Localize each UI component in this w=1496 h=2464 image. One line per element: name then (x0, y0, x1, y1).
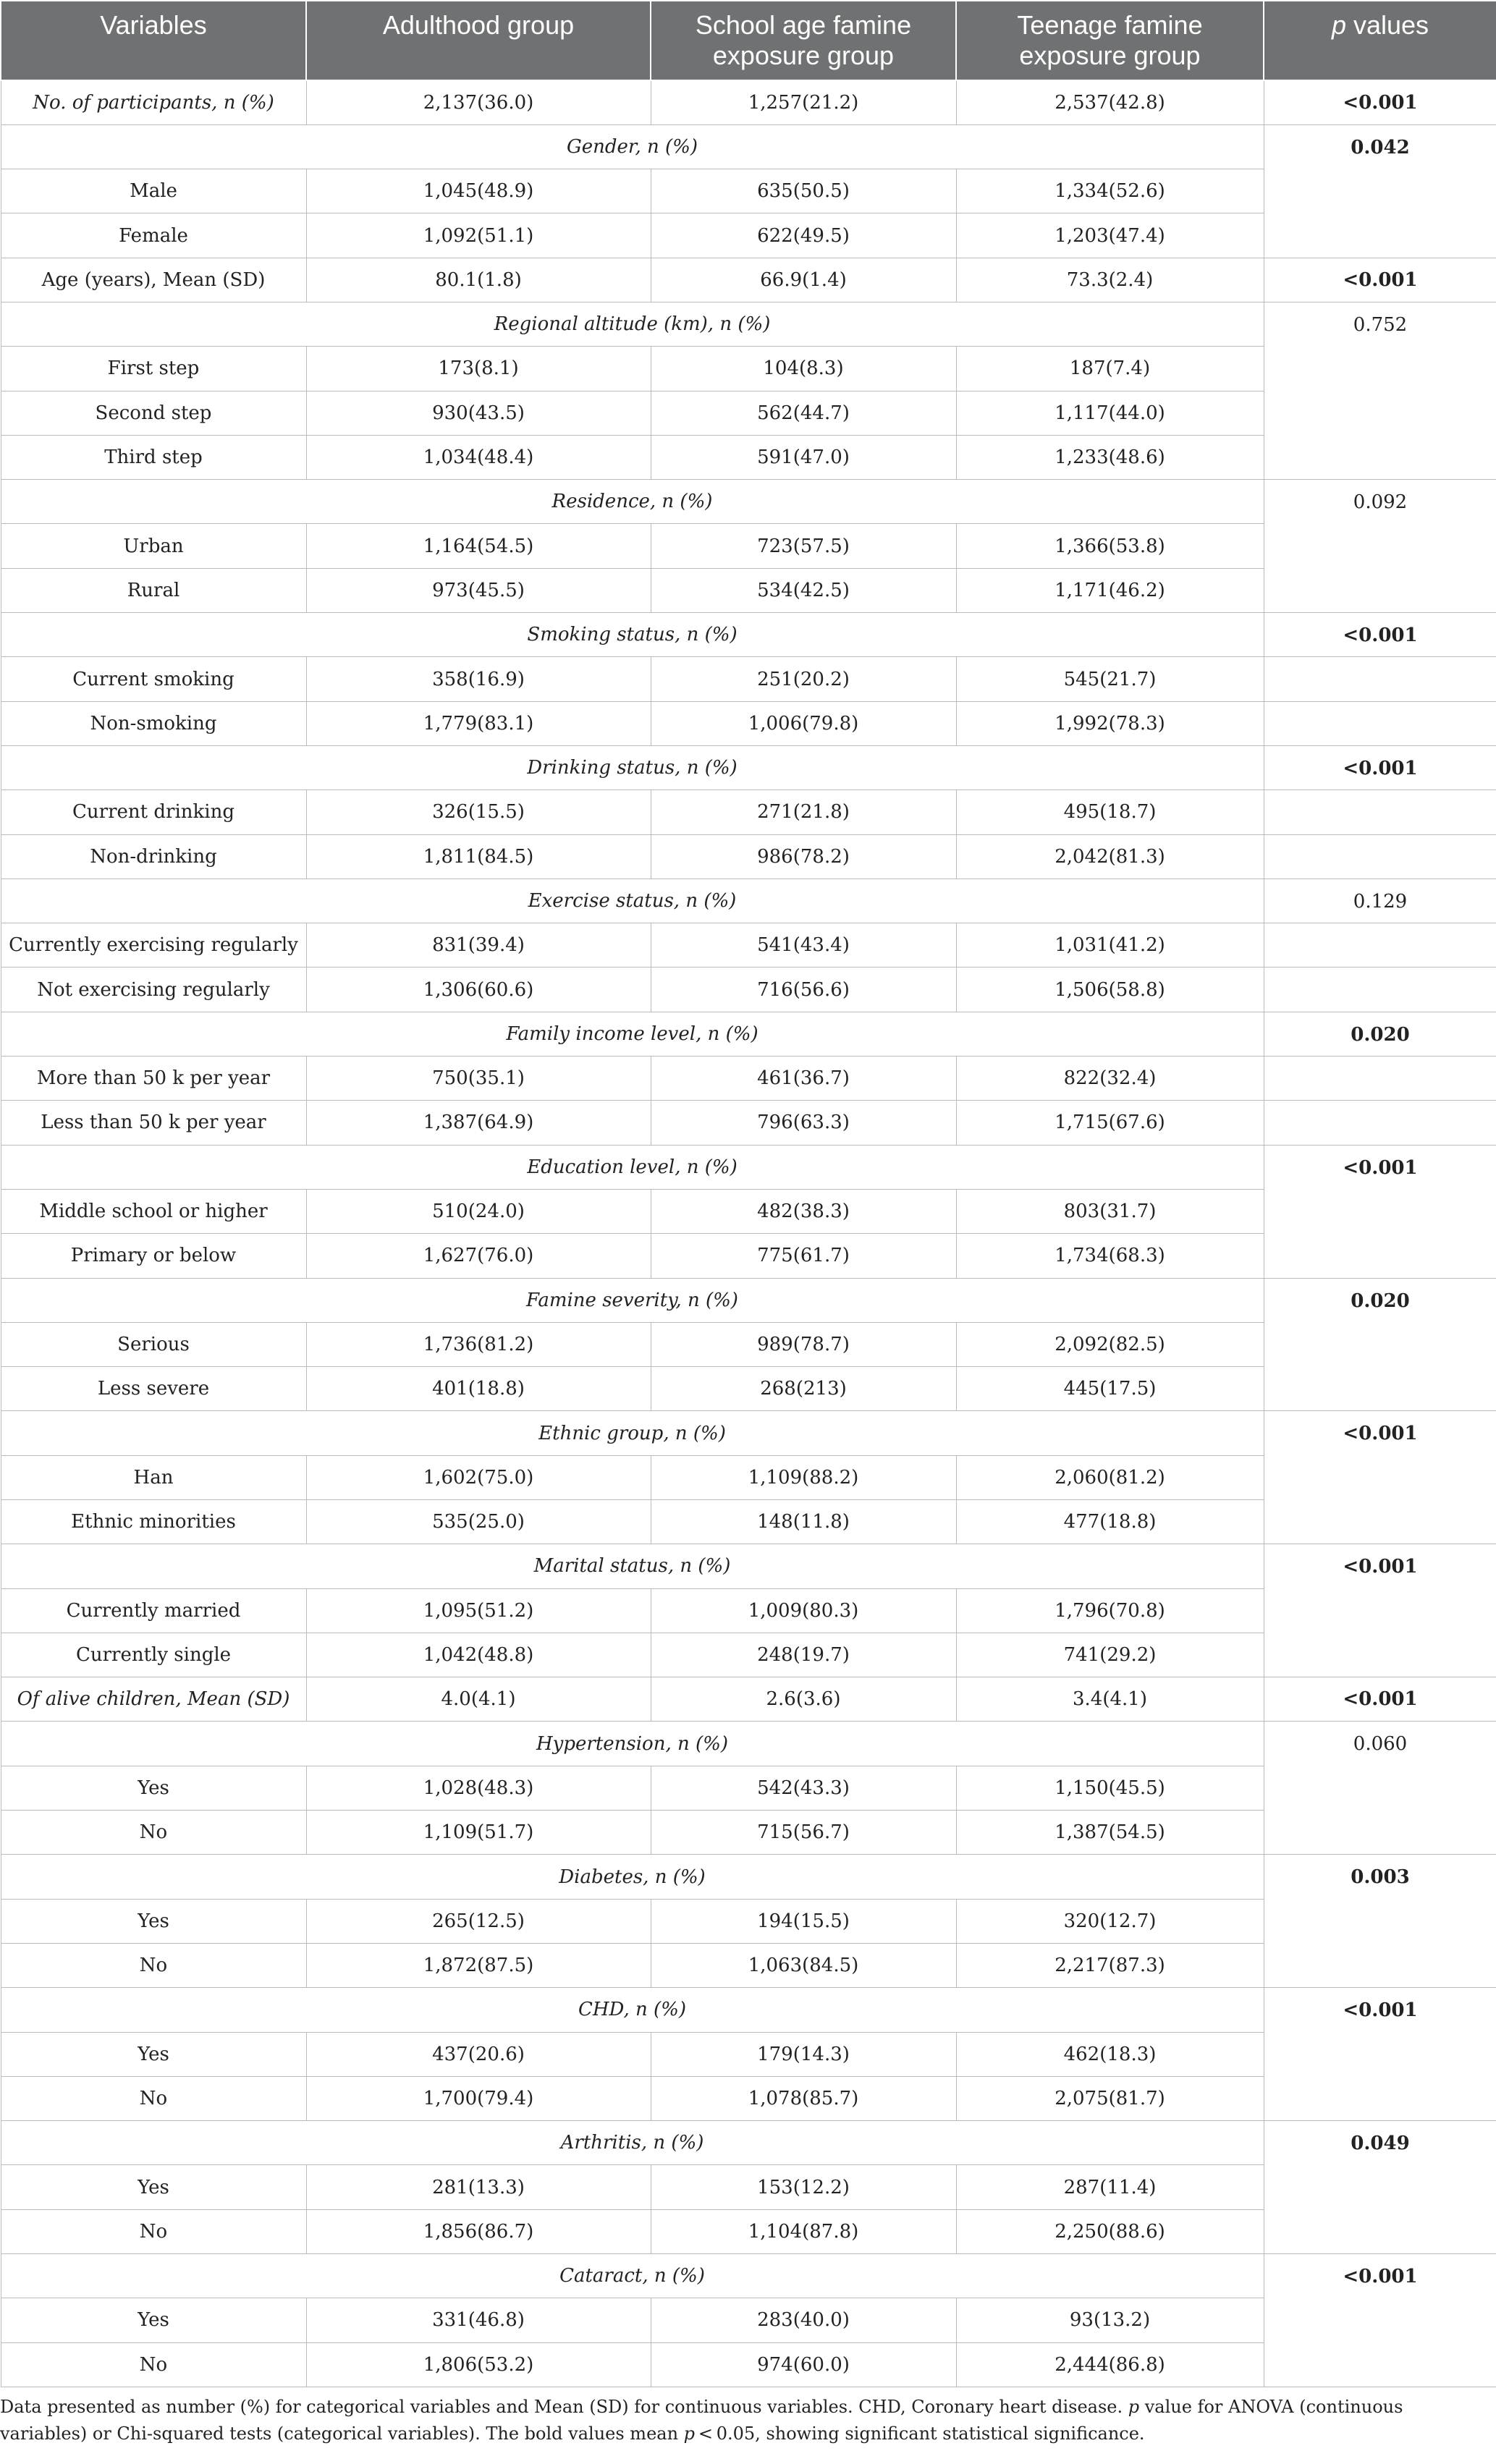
cell-adulthood: 2,137(36.0) (306, 80, 651, 124)
row-label: Currently married (1, 1588, 306, 1633)
table-row (1, 834, 1496, 879)
cell-school-age: 775(61.7) (651, 1234, 956, 1278)
row-label: Of alive children, Mean (SD) (1, 1677, 306, 1722)
cell-adulthood: 930(43.5) (306, 391, 651, 435)
cell-teenage: 187(7.4) (956, 347, 1264, 391)
cell-teenage: 741(29.2) (956, 1633, 1264, 1677)
cell-school-age: 283(40.0) (651, 2298, 956, 2342)
cell-adulthood: 401(18.8) (306, 1367, 651, 1411)
p-value-empty (1264, 790, 1496, 834)
section-row (1, 124, 1496, 169)
cell-adulthood: 80.1(1.8) (306, 258, 651, 302)
table-row (1, 1057, 1496, 1101)
p-value: 0.042 (1264, 124, 1496, 258)
p-value-empty (1264, 1057, 1496, 1101)
cell-adulthood: 831(39.4) (306, 923, 651, 968)
p-value-empty (1264, 923, 1496, 968)
section-row (1, 879, 1496, 923)
cell-school-age: 562(44.7) (651, 391, 956, 435)
cell-teenage: 445(17.5) (956, 1367, 1264, 1411)
cell-school-age: 989(78.7) (651, 1322, 956, 1366)
cell-teenage: 1,387(54.5) (956, 1811, 1264, 1855)
cell-school-age: 622(49.5) (651, 213, 956, 258)
footnote-p-letter: p (1128, 2397, 1140, 2417)
footnote-p-letter-2: p (683, 2423, 696, 2444)
cell-teenage: 1,992(78.3) (956, 701, 1264, 745)
row-label: First step (1, 347, 306, 391)
cell-adulthood: 1,387(64.9) (306, 1101, 651, 1145)
p-value: 0.020 (1264, 1012, 1496, 1056)
cell-school-age: 715(56.7) (651, 1811, 956, 1855)
p-value: <0.001 (1264, 745, 1496, 789)
section-label: Marital status, n (%) (1, 1544, 1264, 1588)
cell-school-age: 542(43.3) (651, 1766, 956, 1810)
header-teenage-group: Teenage famine exposure group (956, 1, 1264, 80)
cell-school-age: 534(42.5) (651, 568, 956, 612)
header-row (1, 1, 1496, 80)
table-row (1, 657, 1496, 701)
cell-adulthood: 281(13.3) (306, 2165, 651, 2209)
section-label: Residence, n (%) (1, 480, 1264, 524)
cell-school-age: 796(63.3) (651, 1101, 956, 1145)
section-label: Gender, n (%) (1, 124, 1264, 169)
row-label: Rural (1, 568, 306, 612)
cell-teenage: 2,217(87.3) (956, 1943, 1264, 1987)
table-row (1, 80, 1496, 124)
cell-teenage: 93(13.2) (956, 2298, 1264, 2342)
p-value: <0.001 (1264, 1677, 1496, 1722)
row-label: Third step (1, 435, 306, 479)
p-value-empty (1264, 834, 1496, 879)
p-value: 0.049 (1264, 2121, 1496, 2254)
table-row (1, 923, 1496, 968)
row-label: Second step (1, 391, 306, 435)
cell-school-age: 1,257(21.2) (651, 80, 956, 124)
cell-adulthood: 331(46.8) (306, 2298, 651, 2342)
cell-adulthood: 535(25.0) (306, 1500, 651, 1544)
section-row (1, 1988, 1496, 2032)
row-label: Less than 50 k per year (1, 1101, 306, 1145)
cell-adulthood: 4.0(4.1) (306, 1677, 651, 1722)
cell-adulthood: 1,811(84.5) (306, 834, 651, 879)
cell-school-age: 248(19.7) (651, 1633, 956, 1677)
footnote-part2: value for ANOVA (continuous variables) or Chi-squared tests (categorical variables). The bold values mean (0, 2397, 1403, 2444)
section-label: CHD, n (%) (1, 1988, 1264, 2032)
row-label: Serious (1, 1322, 306, 1366)
cell-teenage: 2,537(42.8) (956, 80, 1264, 124)
row-label: Current drinking (1, 790, 306, 834)
cell-school-age: 268(213) (651, 1367, 956, 1411)
section-row (1, 1855, 1496, 1899)
cell-teenage: 462(18.3) (956, 2032, 1264, 2076)
row-label: Not exercising regularly (1, 968, 306, 1012)
p-value: <0.001 (1264, 258, 1496, 302)
p-value: <0.001 (1264, 1411, 1496, 1544)
cell-adulthood: 1,872(87.5) (306, 1943, 651, 1987)
cell-teenage: 2,444(86.8) (956, 2342, 1264, 2387)
row-label: Middle school or higher (1, 1189, 306, 1233)
p-value: <0.001 (1264, 80, 1496, 124)
section-row (1, 480, 1496, 524)
cell-school-age: 1,006(79.8) (651, 701, 956, 745)
cell-adulthood: 1,856(86.7) (306, 2209, 651, 2253)
cell-adulthood: 1,045(48.9) (306, 169, 651, 213)
row-label: Primary or below (1, 1234, 306, 1278)
row-label: No (1, 2342, 306, 2387)
cell-school-age: 716(56.6) (651, 968, 956, 1012)
cell-school-age: 986(78.2) (651, 834, 956, 879)
row-label: Non-drinking (1, 834, 306, 879)
cell-teenage: 1,150(45.5) (956, 1766, 1264, 1810)
section-label: Family income level, n (%) (1, 1012, 1264, 1056)
p-value: <0.001 (1264, 1988, 1496, 2121)
table-row (1, 790, 1496, 834)
table-row (1, 701, 1496, 745)
section-label: Cataract, n (%) (1, 2254, 1264, 2298)
table-row (1, 1101, 1496, 1145)
header-p-values: p values (1264, 1, 1496, 80)
p-value: 0.092 (1264, 480, 1496, 613)
row-label: Male (1, 169, 306, 213)
cell-teenage: 73.3(2.4) (956, 258, 1264, 302)
section-label: Exercise status, n (%) (1, 879, 1264, 923)
cell-teenage: 1,203(47.4) (956, 213, 1264, 258)
p-value-empty (1264, 968, 1496, 1012)
p-value-empty (1264, 657, 1496, 701)
cell-school-age: 251(20.2) (651, 657, 956, 701)
row-label: No (1, 2076, 306, 2120)
cell-adulthood: 1,109(51.7) (306, 1811, 651, 1855)
cell-school-age: 1,009(80.3) (651, 1588, 956, 1633)
p-value: 0.003 (1264, 1855, 1496, 1988)
cell-adulthood: 510(24.0) (306, 1189, 651, 1233)
section-row (1, 302, 1496, 346)
section-row (1, 1278, 1496, 1322)
row-label: Female (1, 213, 306, 258)
cell-school-age: 591(47.0) (651, 435, 956, 479)
cell-teenage: 545(21.7) (956, 657, 1264, 701)
row-label: Currently single (1, 1633, 306, 1677)
cell-adulthood: 750(35.1) (306, 1057, 651, 1101)
p-value: <0.001 (1264, 1544, 1496, 1677)
footnote-part1: Data presented as number (%) for categorical variables and Mean (SD) for continuous variables. CHD, Coronary heart disease. (0, 2397, 1128, 2417)
cell-adulthood: 358(16.9) (306, 657, 651, 701)
section-label: Famine severity, n (%) (1, 1278, 1264, 1322)
cell-teenage: 1,366(53.8) (956, 524, 1264, 568)
cell-teenage: 1,233(48.6) (956, 435, 1264, 479)
section-row (1, 613, 1496, 657)
row-label: Yes (1, 2165, 306, 2209)
cell-adulthood: 1,092(51.1) (306, 213, 651, 258)
cell-adulthood: 326(15.5) (306, 790, 651, 834)
cell-school-age: 271(21.8) (651, 790, 956, 834)
p-value: 0.752 (1264, 302, 1496, 479)
cell-school-age: 1,109(88.2) (651, 1455, 956, 1499)
cell-adulthood: 265(12.5) (306, 1899, 651, 1943)
cell-adulthood: 1,164(54.5) (306, 524, 651, 568)
cell-teenage: 3.4(4.1) (956, 1677, 1264, 1722)
cell-adulthood: 437(20.6) (306, 2032, 651, 2076)
section-row (1, 1544, 1496, 1588)
cell-school-age: 1,063(84.5) (651, 1943, 956, 1987)
cell-teenage: 1,796(70.8) (956, 1588, 1264, 1633)
table-body (1, 80, 1496, 2387)
cell-teenage: 1,715(67.6) (956, 1101, 1264, 1145)
cell-teenage: 320(12.7) (956, 1899, 1264, 1943)
cell-teenage: 1,171(46.2) (956, 568, 1264, 612)
section-label: Regional altitude (km), n (%) (1, 302, 1264, 346)
p-value: <0.001 (1264, 613, 1496, 657)
row-label: Han (1, 1455, 306, 1499)
table-row (1, 968, 1496, 1012)
row-label: Ethnic minorities (1, 1500, 306, 1544)
header-variables: Variables (1, 1, 306, 80)
row-label: Currently exercising regularly (1, 923, 306, 968)
cell-teenage: 2,092(82.5) (956, 1322, 1264, 1366)
cell-adulthood: 1,042(48.8) (306, 1633, 651, 1677)
cell-adulthood: 1,736(81.2) (306, 1322, 651, 1366)
cell-school-age: 2.6(3.6) (651, 1677, 956, 1722)
row-label: No. of participants, n (%) (1, 80, 306, 124)
cell-teenage: 477(18.8) (956, 1500, 1264, 1544)
row-label: Less severe (1, 1367, 306, 1411)
cell-adulthood: 1,627(76.0) (306, 1234, 651, 1278)
row-label: Yes (1, 1899, 306, 1943)
cell-teenage: 1,506(58.8) (956, 968, 1264, 1012)
row-label: No (1, 2209, 306, 2253)
cell-adulthood: 1,028(48.3) (306, 1766, 651, 1810)
section-row (1, 745, 1496, 789)
section-label: Education level, n (%) (1, 1145, 1264, 1189)
cell-teenage: 822(32.4) (956, 1057, 1264, 1101)
row-label: No (1, 1943, 306, 1987)
cell-school-age: 153(12.2) (651, 2165, 956, 2209)
p-value: 0.020 (1264, 1278, 1496, 1411)
cell-adulthood: 1,095(51.2) (306, 1588, 651, 1633)
cell-school-age: 541(43.4) (651, 923, 956, 968)
cell-teenage: 1,117(44.0) (956, 391, 1264, 435)
cell-teenage: 495(18.7) (956, 790, 1264, 834)
cell-teenage: 2,060(81.2) (956, 1455, 1264, 1499)
section-label: Drinking status, n (%) (1, 745, 1264, 789)
cell-teenage: 2,075(81.7) (956, 2076, 1264, 2120)
p-value-empty (1264, 1101, 1496, 1145)
section-row (1, 2254, 1496, 2298)
p-value: <0.001 (1264, 2254, 1496, 2387)
cell-adulthood: 1,779(83.1) (306, 701, 651, 745)
table-row (1, 1677, 1496, 1722)
header-adulthood-group: Adulthood group (306, 1, 651, 80)
section-row (1, 1012, 1496, 1056)
section-label: Diabetes, n (%) (1, 1855, 1264, 1899)
section-label: Hypertension, n (%) (1, 1722, 1264, 1766)
table-row (1, 258, 1496, 302)
cell-school-age: 461(36.7) (651, 1057, 956, 1101)
section-row (1, 2121, 1496, 2165)
header-school-age-group: School age famine exposure group (651, 1, 956, 80)
cell-school-age: 179(14.3) (651, 2032, 956, 2076)
cell-teenage: 287(11.4) (956, 2165, 1264, 2209)
header-p-letter: p (1331, 10, 1346, 40)
cell-teenage: 1,031(41.2) (956, 923, 1264, 968)
cell-school-age: 482(38.3) (651, 1189, 956, 1233)
cell-school-age: 148(11.8) (651, 1500, 956, 1544)
footnote (0, 2394, 1491, 2447)
cell-teenage: 1,334(52.6) (956, 169, 1264, 213)
cell-adulthood: 173(8.1) (306, 347, 651, 391)
row-label: No (1, 1811, 306, 1855)
cell-school-age: 1,078(85.7) (651, 2076, 956, 2120)
cell-adulthood: 1,034(48.4) (306, 435, 651, 479)
p-value-empty (1264, 701, 1496, 745)
section-row (1, 1145, 1496, 1189)
cell-school-age: 66.9(1.4) (651, 258, 956, 302)
cell-teenage: 2,042(81.3) (956, 834, 1264, 879)
row-label: More than 50 k per year (1, 1057, 306, 1101)
row-label: Yes (1, 2298, 306, 2342)
cell-adulthood: 1,806(53.2) (306, 2342, 651, 2387)
section-row (1, 1411, 1496, 1455)
cell-school-age: 635(50.5) (651, 169, 956, 213)
cell-teenage: 1,734(68.3) (956, 1234, 1264, 1278)
row-label: Current smoking (1, 657, 306, 701)
p-value: <0.001 (1264, 1145, 1496, 1278)
cell-school-age: 974(60.0) (651, 2342, 956, 2387)
p-value: 0.060 (1264, 1722, 1496, 1855)
row-label: Urban (1, 524, 306, 568)
section-row (1, 1722, 1496, 1766)
cell-adulthood: 973(45.5) (306, 568, 651, 612)
cell-school-age: 1,104(87.8) (651, 2209, 956, 2253)
p-value: 0.129 (1264, 879, 1496, 923)
cell-teenage: 803(31.7) (956, 1189, 1264, 1233)
footnote-part3: < 0.05, showing significant statistical significance. (695, 2423, 1145, 2444)
row-label: Yes (1, 1766, 306, 1810)
row-label: Age (years), Mean (SD) (1, 258, 306, 302)
cell-adulthood: 1,700(79.4) (306, 2076, 651, 2120)
cell-school-age: 104(8.3) (651, 347, 956, 391)
cell-teenage: 2,250(88.6) (956, 2209, 1264, 2253)
row-label: Yes (1, 2032, 306, 2076)
section-label: Arthritis, n (%) (1, 2121, 1264, 2165)
cell-adulthood: 1,306(60.6) (306, 968, 651, 1012)
row-label: Non-smoking (1, 701, 306, 745)
section-label: Ethnic group, n (%) (1, 1411, 1264, 1455)
section-label: Smoking status, n (%) (1, 613, 1264, 657)
cell-school-age: 194(15.5) (651, 1899, 956, 1943)
cell-school-age: 723(57.5) (651, 524, 956, 568)
cell-adulthood: 1,602(75.0) (306, 1455, 651, 1499)
